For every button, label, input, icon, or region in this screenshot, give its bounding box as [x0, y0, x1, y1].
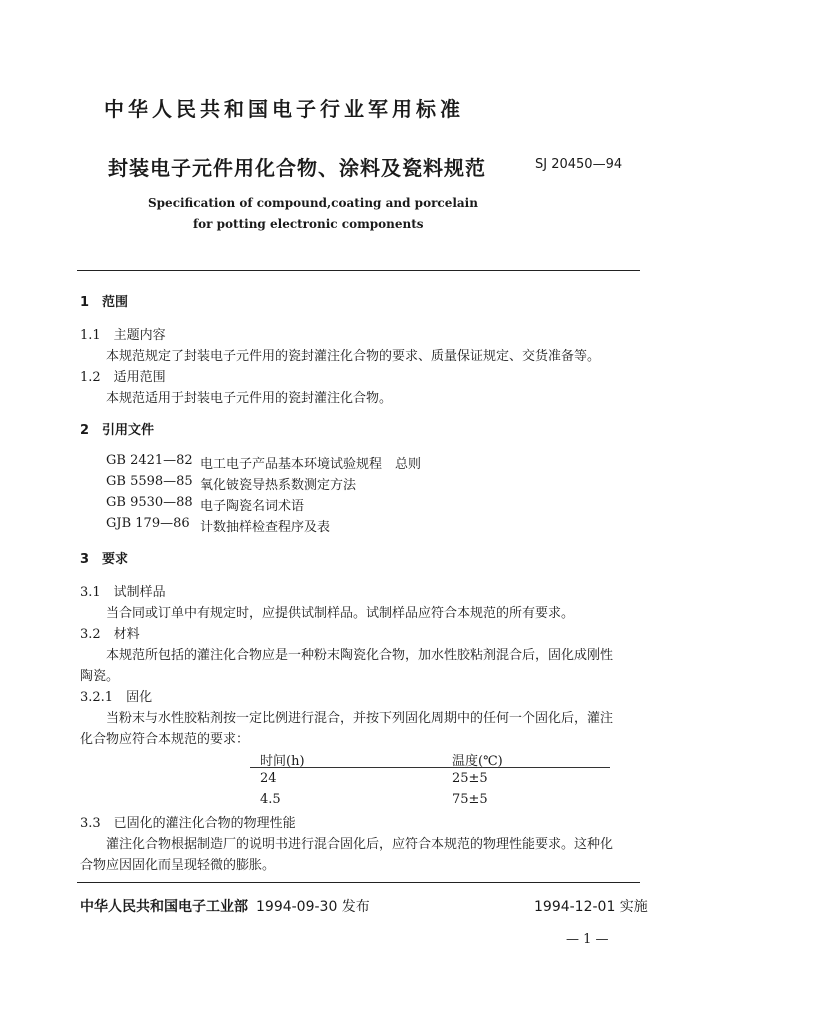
issue-date: 1994-09-30 发布 [256, 899, 370, 915]
section-1-2-text: 本规范适用于封装电子元件用的瓷封灌注化合物。 [106, 391, 393, 406]
section-3-2-1-text-line1: 当粉末与水性胶粘剂按一定比例进行混合，并按下列固化周期中的任何一个固化后，灌注 [106, 711, 614, 726]
section-3-2-1-text-line2: 化合物应符合本规范的要求： [80, 732, 250, 747]
header-divider [77, 270, 640, 271]
english-title-line2: for potting electronic components [193, 217, 424, 231]
ref-code: GB 9530—88 [106, 495, 193, 510]
english-title-line1: Specification of compound,coating and porcelain [148, 196, 478, 210]
standard-category-title: 中华人民共和国电子行业军用标准 [104, 97, 464, 121]
ref-title: 电子陶瓷名词术语 [200, 499, 305, 514]
section-3-2-text-line1: 本规范所包括的灌注化合物应是一种粉末陶瓷化合物，加水性胶粘剂混合后，固化成刚性 [106, 648, 614, 663]
ref-title: 电工电子产品基本环境试验规程 总则 [200, 457, 422, 472]
page-number: — 1 — [566, 932, 609, 947]
ref-title: 计数抽样检查程序及表 [200, 520, 331, 535]
ref-title: 氧化铍瓷导热系数测定方法 [200, 478, 357, 493]
section-2-heading: 2 引用文件 [80, 423, 155, 438]
section-3-heading: 3 要求 [80, 552, 129, 567]
section-1-1-heading: 1.1 主题内容 [80, 328, 166, 343]
section-3-1-heading: 3.1 试制样品 [80, 585, 166, 600]
section-3-2-text-line2: 陶瓷。 [80, 669, 120, 684]
document-title: 封装电子元件用化合物、涂料及瓷料规范 [108, 156, 486, 180]
table-cell-temperature: 75±5 [452, 792, 488, 807]
effective-date: 1994-12-01 实施 [534, 899, 648, 915]
ref-code: GB 2421—82 [106, 453, 193, 468]
section-1-2-heading: 1.2 适用范围 [80, 370, 166, 385]
section-3-3-heading: 3.3 已固化的灌注化合物的物理性能 [80, 816, 296, 831]
table-cell-temperature: 25±5 [452, 771, 488, 786]
footer-divider [77, 882, 640, 883]
table-header-temperature: 温度(℃) [452, 754, 503, 769]
table-cell-time: 4.5 [260, 792, 281, 807]
section-3-3-text-line1: 灌注化合物根据制造厂的说明书进行混合固化后，应符合本规范的物理性能要求。这种化 [106, 837, 614, 852]
section-3-2-1-heading: 3.2.1 固化 [80, 690, 153, 705]
table-header-time: 时间(h) [260, 754, 305, 769]
section-3-2-heading: 3.2 材料 [80, 627, 140, 642]
section-1-1-text: 本规范规定了封装电子元件用的瓷封灌注化合物的要求、质量保证规定、交货准备等。 [106, 349, 601, 364]
issuer: 中华人民共和国电子工业部 [80, 899, 248, 915]
section-3-3-text-line2: 合物应因固化而呈现轻微的膨胀。 [80, 858, 276, 873]
table-cell-time: 24 [260, 771, 277, 786]
section-3-1-text: 当合同或订单中有规定时，应提供试制样品。试制样品应符合本规范的所有要求。 [106, 606, 575, 621]
section-1-heading: 1 范围 [80, 295, 129, 310]
table-divider [250, 767, 610, 768]
document-code: SJ 20450—94 [535, 157, 623, 172]
ref-code: GB 5598—85 [106, 474, 193, 489]
ref-code: GJB 179—86 [106, 516, 190, 531]
